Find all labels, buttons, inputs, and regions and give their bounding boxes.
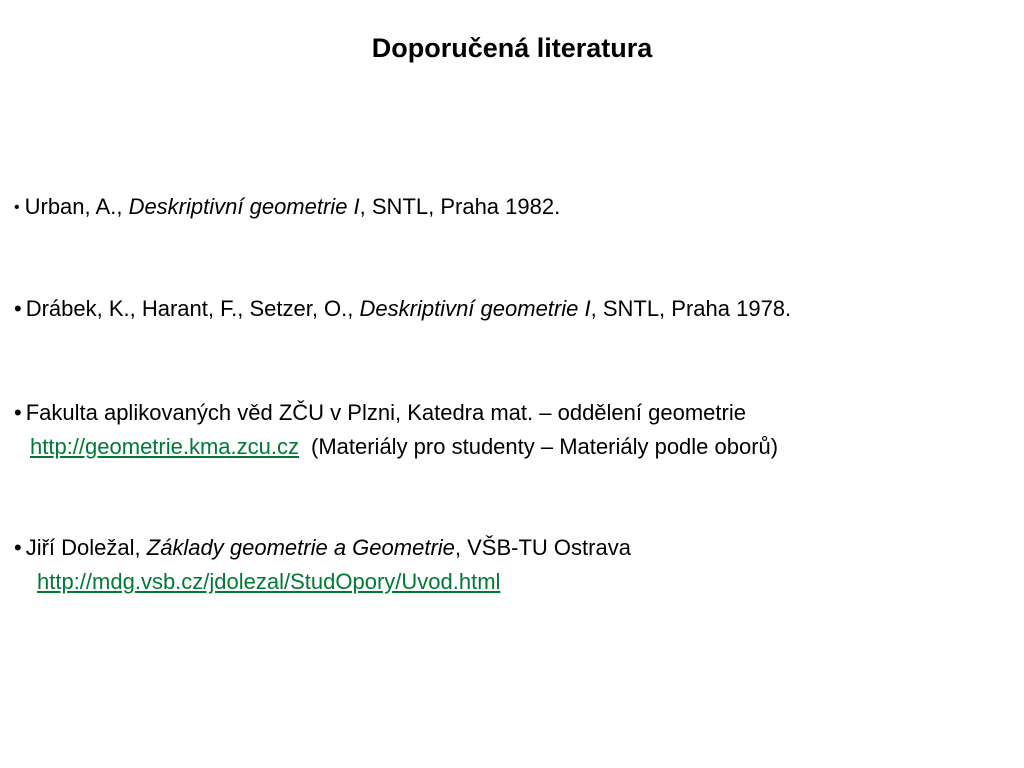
reference-book-title: Deskriptivní geometrie I <box>128 194 360 219</box>
reference-item-fav-zcu <box>14 396 1022 464</box>
slide-title: Doporučená literatura <box>371 33 653 63</box>
reference-author: Drábek, K., Harant, F., Setzer, O., <box>25 296 360 321</box>
reference-item-drabek <box>14 292 1022 326</box>
geometrie-kma-link[interactable]: http://geometrie.kma.zcu.cz <box>30 434 299 459</box>
mdg-vsb-link[interactable]: http://mdg.vsb.cz/jdolezal/StudOpory/Uvod.html <box>37 569 501 594</box>
reference-link-line <box>14 430 1022 464</box>
reference-book-title: Základy geometrie a Geometrie <box>146 535 455 560</box>
bullet-icon: • <box>14 400 22 425</box>
reference-author: Jiří Doležal, <box>25 535 147 560</box>
bullet-icon: • <box>14 296 22 321</box>
reference-item-urban <box>14 190 1022 225</box>
reference-publisher: , VŠB-TU Ostrava <box>454 535 631 560</box>
reference-book-title: Deskriptivní geometrie I <box>359 296 591 321</box>
bullet-icon: • <box>14 535 22 560</box>
reference-publisher: , SNTL, Praha 1982. <box>359 194 561 219</box>
bullet-icon: • <box>14 199 20 216</box>
reference-note: (Materiály pro studenty – Materiály podle oborů) <box>311 434 779 459</box>
reference-item-dolezal <box>14 531 1022 599</box>
reference-source: Fakulta aplikovaných věd ZČU v Plzni, Katedra mat. – oddělení geometrie <box>25 400 746 425</box>
reference-author: Urban, A., <box>24 194 129 219</box>
reference-publisher: , SNTL, Praha 1978. <box>590 296 792 321</box>
reference-link-line <box>14 565 1022 599</box>
